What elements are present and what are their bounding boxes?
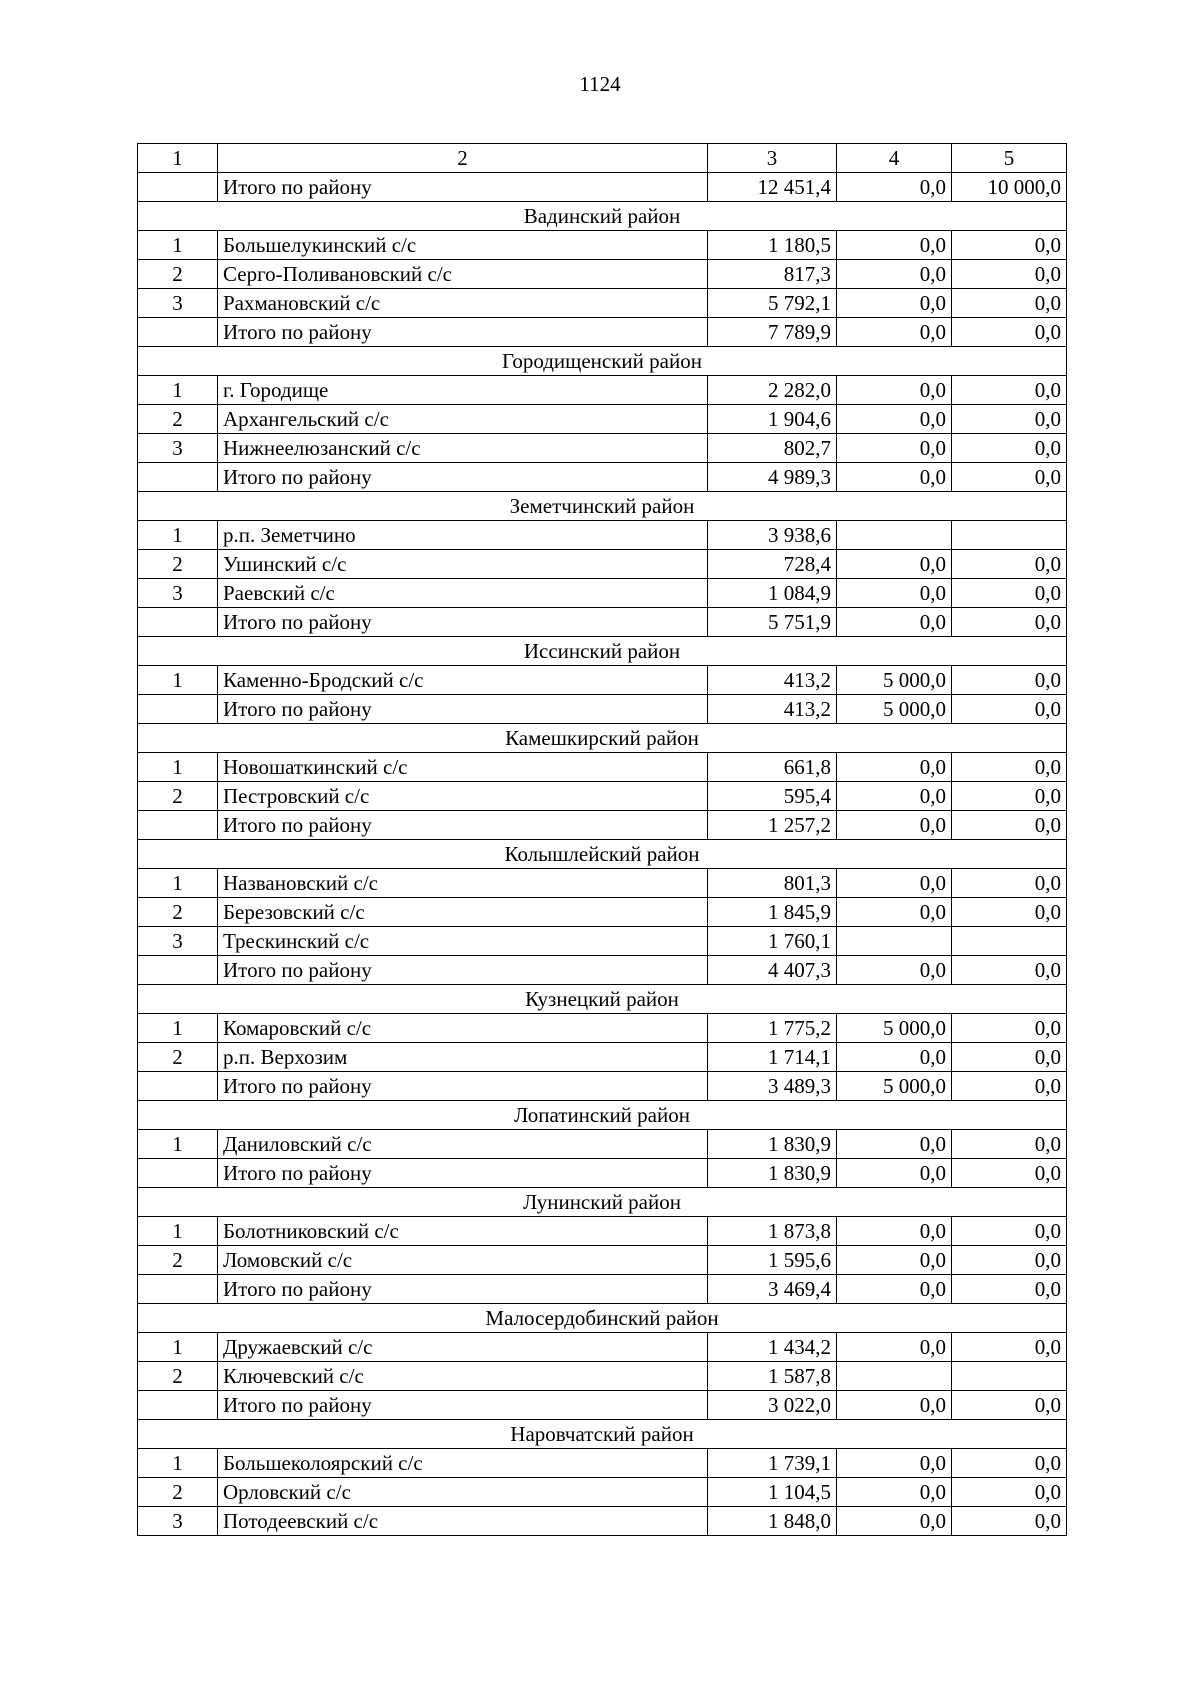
column-4-value-cell: 0,0 (837, 260, 952, 289)
column-3-value-cell: 1 587,8 (708, 1362, 837, 1391)
row-number-cell (138, 811, 218, 840)
column-4-value-cell: 5 000,0 (837, 695, 952, 724)
column-3-value-cell: 3 022,0 (708, 1391, 837, 1420)
column-4-value-cell: 0,0 (837, 289, 952, 318)
header-cell-5: 5 (952, 144, 1067, 173)
district-total-row (138, 811, 1067, 840)
column-5-value-cell: 0,0 (952, 434, 1067, 463)
district-header-row (138, 1101, 1067, 1130)
column-5-value-cell (952, 521, 1067, 550)
column-3-value-cell: 1 104,5 (708, 1478, 837, 1507)
column-4-value-cell: 5 000,0 (837, 1014, 952, 1043)
column-4-value-cell: 0,0 (837, 753, 952, 782)
row-number-cell (138, 608, 218, 637)
column-3-value-cell: 3 489,3 (708, 1072, 837, 1101)
column-5-value-cell: 0,0 (952, 1217, 1067, 1246)
column-5-value-cell: 0,0 (952, 1275, 1067, 1304)
table-row (138, 1246, 1067, 1275)
settlement-name-cell: Большеколоярский с/с (218, 1449, 708, 1478)
column-4-value-cell: 0,0 (837, 1478, 952, 1507)
district-title: Земетчинский район (138, 492, 1067, 521)
column-5-value-cell: 0,0 (952, 1014, 1067, 1043)
district-header-row (138, 724, 1067, 753)
settlement-name-cell: Дружаевский с/с (218, 1333, 708, 1362)
column-4-value-cell: 0,0 (837, 1333, 952, 1362)
settlement-name-cell: Нижнеелюзанский с/с (218, 434, 708, 463)
district-title: Лунинский район (138, 1188, 1067, 1217)
table-row (138, 1478, 1067, 1507)
column-4-value-cell (837, 927, 952, 956)
settlement-name-cell: Большелукинский с/с (218, 231, 708, 260)
row-number-cell: 1 (138, 521, 218, 550)
header-cell-3: 3 (708, 144, 837, 173)
settlement-name-cell: Рахмановский с/с (218, 289, 708, 318)
row-number-cell: 2 (138, 1246, 218, 1275)
column-5-value-cell (952, 927, 1067, 956)
column-5-value-cell: 0,0 (952, 1159, 1067, 1188)
row-number-cell: 2 (138, 1478, 218, 1507)
row-number-cell: 1 (138, 666, 218, 695)
column-3-value-cell: 1 775,2 (708, 1014, 837, 1043)
district-title: Кузнецкий район (138, 985, 1067, 1014)
row-number-cell: 1 (138, 376, 218, 405)
table-row (138, 1014, 1067, 1043)
column-4-value-cell: 0,0 (837, 405, 952, 434)
table-row (138, 434, 1067, 463)
column-4-value-cell: 0,0 (837, 956, 952, 985)
district-total-row (138, 463, 1067, 492)
settlement-name-cell: Болотниковский с/с (218, 1217, 708, 1246)
table-row (138, 1449, 1067, 1478)
column-4-value-cell: 0,0 (837, 1449, 952, 1478)
district-total-row (138, 1391, 1067, 1420)
header-cell-1: 1 (138, 144, 218, 173)
column-3-value-cell: 1 714,1 (708, 1043, 837, 1072)
table-row (138, 521, 1067, 550)
column-3-value-cell: 1 830,9 (708, 1130, 837, 1159)
row-number-cell (138, 1159, 218, 1188)
column-5-value-cell: 0,0 (952, 956, 1067, 985)
table-row (138, 1333, 1067, 1362)
row-number-cell: 1 (138, 1217, 218, 1246)
settlement-name-cell: Ключевский с/с (218, 1362, 708, 1391)
column-4-value-cell: 0,0 (837, 1043, 952, 1072)
district-title: Иссинский район (138, 637, 1067, 666)
settlement-name-cell: Каменно-Бродский с/с (218, 666, 708, 695)
row-number-cell: 1 (138, 1449, 218, 1478)
column-5-value-cell: 0,0 (952, 1391, 1067, 1420)
column-3-value-cell: 801,3 (708, 869, 837, 898)
column-4-value-cell: 5 000,0 (837, 1072, 952, 1101)
column-3-value-cell: 1 848,0 (708, 1507, 837, 1536)
column-4-value-cell (837, 521, 952, 550)
column-3-value-cell: 3 938,6 (708, 521, 837, 550)
settlement-name-cell: Итого по району (218, 695, 708, 724)
column-4-value-cell: 0,0 (837, 463, 952, 492)
settlement-name-cell: Архангельский с/с (218, 405, 708, 434)
column-3-value-cell: 1 739,1 (708, 1449, 837, 1478)
settlement-name-cell: р.п. Верхозим (218, 1043, 708, 1072)
district-title: Лопатинский район (138, 1101, 1067, 1130)
settlement-name-cell: Орловский с/с (218, 1478, 708, 1507)
district-header-row (138, 347, 1067, 376)
column-5-value-cell: 0,0 (952, 811, 1067, 840)
row-number-cell: 3 (138, 1507, 218, 1536)
column-5-value-cell: 0,0 (952, 782, 1067, 811)
column-5-value-cell: 0,0 (952, 1507, 1067, 1536)
table-row (138, 289, 1067, 318)
column-4-value-cell: 0,0 (837, 1507, 952, 1536)
column-3-value-cell: 661,8 (708, 753, 837, 782)
column-3-value-cell: 413,2 (708, 666, 837, 695)
settlement-name-cell: Ломовский с/с (218, 1246, 708, 1275)
row-number-cell: 3 (138, 579, 218, 608)
column-5-value-cell: 10 000,0 (952, 173, 1067, 202)
column-3-value-cell: 4 407,3 (708, 956, 837, 985)
column-4-value-cell: 0,0 (837, 1159, 952, 1188)
budget-table (137, 143, 1067, 1536)
column-5-value-cell: 0,0 (952, 1130, 1067, 1159)
settlement-name-cell: Итого по району (218, 463, 708, 492)
table-row (138, 260, 1067, 289)
row-number-cell: 1 (138, 753, 218, 782)
column-4-value-cell: 0,0 (837, 318, 952, 347)
column-3-value-cell: 1 084,9 (708, 579, 837, 608)
row-number-cell: 1 (138, 231, 218, 260)
column-3-value-cell: 413,2 (708, 695, 837, 724)
district-header-row (138, 202, 1067, 231)
column-3-value-cell: 728,4 (708, 550, 837, 579)
row-number-cell: 2 (138, 898, 218, 927)
column-4-value-cell: 0,0 (837, 811, 952, 840)
district-title: Малосердобинский район (138, 1304, 1067, 1333)
row-number-cell (138, 173, 218, 202)
district-header-row (138, 637, 1067, 666)
district-title: Вадинский район (138, 202, 1067, 231)
settlement-name-cell: Итого по району (218, 1275, 708, 1304)
row-number-cell: 3 (138, 434, 218, 463)
row-number-cell (138, 695, 218, 724)
row-number-cell: 3 (138, 927, 218, 956)
table-row (138, 550, 1067, 579)
settlement-name-cell: Пестровский с/с (218, 782, 708, 811)
settlement-name-cell: Даниловский с/с (218, 1130, 708, 1159)
settlement-name-cell: р.п. Земетчино (218, 521, 708, 550)
district-title: Колышлейский район (138, 840, 1067, 869)
column-4-value-cell: 0,0 (837, 1391, 952, 1420)
column-5-value-cell: 0,0 (952, 1072, 1067, 1101)
row-number-cell: 1 (138, 1130, 218, 1159)
column-3-value-cell: 2 282,0 (708, 376, 837, 405)
table-row (138, 1507, 1067, 1536)
table-row (138, 1043, 1067, 1072)
column-3-value-cell: 1 873,8 (708, 1217, 837, 1246)
column-3-value-cell: 5 751,9 (708, 608, 837, 637)
district-header-row (138, 1188, 1067, 1217)
column-5-value-cell: 0,0 (952, 463, 1067, 492)
settlement-name-cell: Итого по району (218, 1072, 708, 1101)
settlement-name-cell: Итого по району (218, 956, 708, 985)
row-number-cell (138, 463, 218, 492)
row-number-cell: 2 (138, 1043, 218, 1072)
column-5-value-cell: 0,0 (952, 1449, 1067, 1478)
column-4-value-cell: 0,0 (837, 898, 952, 927)
settlement-name-cell: Ушинский с/с (218, 550, 708, 579)
settlement-name-cell: Итого по району (218, 318, 708, 347)
column-5-value-cell: 0,0 (952, 1478, 1067, 1507)
column-5-value-cell: 0,0 (952, 695, 1067, 724)
settlement-name-cell: Итого по району (218, 1391, 708, 1420)
column-4-value-cell: 0,0 (837, 376, 952, 405)
column-3-value-cell: 802,7 (708, 434, 837, 463)
table-body (138, 144, 1067, 1536)
column-5-value-cell: 0,0 (952, 608, 1067, 637)
table-row (138, 376, 1067, 405)
row-number-cell: 2 (138, 782, 218, 811)
column-4-value-cell: 0,0 (837, 782, 952, 811)
district-header-row (138, 492, 1067, 521)
column-5-value-cell: 0,0 (952, 1246, 1067, 1275)
column-4-value-cell: 0,0 (837, 1130, 952, 1159)
settlement-name-cell: Итого по району (218, 608, 708, 637)
column-5-value-cell: 0,0 (952, 1333, 1067, 1362)
column-3-value-cell: 3 469,4 (708, 1275, 837, 1304)
column-3-value-cell: 1 434,2 (708, 1333, 837, 1362)
column-4-value-cell: 0,0 (837, 434, 952, 463)
column-3-value-cell: 1 760,1 (708, 927, 837, 956)
settlement-name-cell: г. Городище (218, 376, 708, 405)
column-5-value-cell: 0,0 (952, 231, 1067, 260)
district-header-row (138, 1420, 1067, 1449)
district-title: Наровчатский район (138, 1420, 1067, 1449)
table-row (138, 405, 1067, 434)
district-total-row (138, 318, 1067, 347)
column-5-value-cell: 0,0 (952, 289, 1067, 318)
settlement-name-cell: Новошаткинский с/с (218, 753, 708, 782)
column-5-value-cell (952, 1362, 1067, 1391)
column-3-value-cell: 595,4 (708, 782, 837, 811)
district-total-row (138, 1072, 1067, 1101)
column-3-value-cell: 12 451,4 (708, 173, 837, 202)
settlement-name-cell: Итого по району (218, 811, 708, 840)
settlement-name-cell: Итого по району (218, 1159, 708, 1188)
column-3-value-cell: 5 792,1 (708, 289, 837, 318)
row-number-cell: 1 (138, 1333, 218, 1362)
row-number-cell (138, 1275, 218, 1304)
column-3-value-cell: 1 830,9 (708, 1159, 837, 1188)
column-5-value-cell: 0,0 (952, 753, 1067, 782)
row-number-cell: 3 (138, 289, 218, 318)
settlement-name-cell: Итого по району (218, 173, 708, 202)
table-row (138, 782, 1067, 811)
district-total-row (138, 608, 1067, 637)
column-4-value-cell: 5 000,0 (837, 666, 952, 695)
settlement-name-cell: Раевский с/с (218, 579, 708, 608)
district-header-row (138, 840, 1067, 869)
column-5-value-cell: 0,0 (952, 550, 1067, 579)
column-4-value-cell: 0,0 (837, 1275, 952, 1304)
column-3-value-cell: 1 845,9 (708, 898, 837, 927)
header-cell-4: 4 (837, 144, 952, 173)
column-5-value-cell: 0,0 (952, 579, 1067, 608)
column-4-value-cell: 0,0 (837, 579, 952, 608)
row-number-cell: 2 (138, 260, 218, 289)
column-5-value-cell: 0,0 (952, 376, 1067, 405)
table-row (138, 869, 1067, 898)
column-5-value-cell: 0,0 (952, 898, 1067, 927)
table-row (138, 666, 1067, 695)
district-total-row (138, 173, 1067, 202)
column-3-value-cell: 1 180,5 (708, 231, 837, 260)
district-title: Городищенский район (138, 347, 1067, 376)
table-row (138, 898, 1067, 927)
column-3-value-cell: 817,3 (708, 260, 837, 289)
page-number: 1124 (579, 72, 621, 96)
settlement-name-cell: Комаровский с/с (218, 1014, 708, 1043)
district-header-row (138, 1304, 1067, 1333)
district-total-row (138, 956, 1067, 985)
district-total-row (138, 1275, 1067, 1304)
settlement-name-cell: Названовский с/с (218, 869, 708, 898)
column-5-value-cell: 0,0 (952, 666, 1067, 695)
column-5-value-cell: 0,0 (952, 869, 1067, 898)
row-number-cell (138, 956, 218, 985)
column-4-value-cell: 0,0 (837, 608, 952, 637)
column-4-value-cell: 0,0 (837, 869, 952, 898)
column-4-value-cell: 0,0 (837, 173, 952, 202)
settlement-name-cell: Потодеевский с/с (218, 1507, 708, 1536)
row-number-cell: 2 (138, 405, 218, 434)
column-5-value-cell: 0,0 (952, 1043, 1067, 1072)
column-3-value-cell: 4 989,3 (708, 463, 837, 492)
district-title: Камешкирский район (138, 724, 1067, 753)
column-5-value-cell: 0,0 (952, 260, 1067, 289)
column-4-value-cell: 0,0 (837, 231, 952, 260)
column-5-value-cell: 0,0 (952, 318, 1067, 347)
district-header-row (138, 985, 1067, 1014)
row-number-cell: 1 (138, 869, 218, 898)
row-number-cell (138, 1072, 218, 1101)
row-number-cell (138, 318, 218, 347)
settlement-name-cell: Серго-Поливановский с/с (218, 260, 708, 289)
row-number-cell (138, 1391, 218, 1420)
column-4-value-cell (837, 1362, 952, 1391)
column-4-value-cell: 0,0 (837, 550, 952, 579)
header-row (138, 144, 1067, 173)
header-cell-2: 2 (218, 144, 708, 173)
table-row (138, 1217, 1067, 1246)
column-3-value-cell: 7 789,9 (708, 318, 837, 347)
table-row (138, 231, 1067, 260)
column-5-value-cell: 0,0 (952, 405, 1067, 434)
column-3-value-cell: 1 904,6 (708, 405, 837, 434)
table-row (138, 927, 1067, 956)
row-number-cell: 1 (138, 1014, 218, 1043)
table-row (138, 753, 1067, 782)
column-4-value-cell: 0,0 (837, 1217, 952, 1246)
table-row (138, 1362, 1067, 1391)
settlement-name-cell: Трескинский с/с (218, 927, 708, 956)
settlement-name-cell: Березовский с/с (218, 898, 708, 927)
column-4-value-cell: 0,0 (837, 1246, 952, 1275)
row-number-cell: 2 (138, 1362, 218, 1391)
table-row (138, 1130, 1067, 1159)
column-3-value-cell: 1 257,2 (708, 811, 837, 840)
district-total-row (138, 695, 1067, 724)
district-total-row (138, 1159, 1067, 1188)
column-3-value-cell: 1 595,6 (708, 1246, 837, 1275)
row-number-cell: 2 (138, 550, 218, 579)
table-row (138, 579, 1067, 608)
